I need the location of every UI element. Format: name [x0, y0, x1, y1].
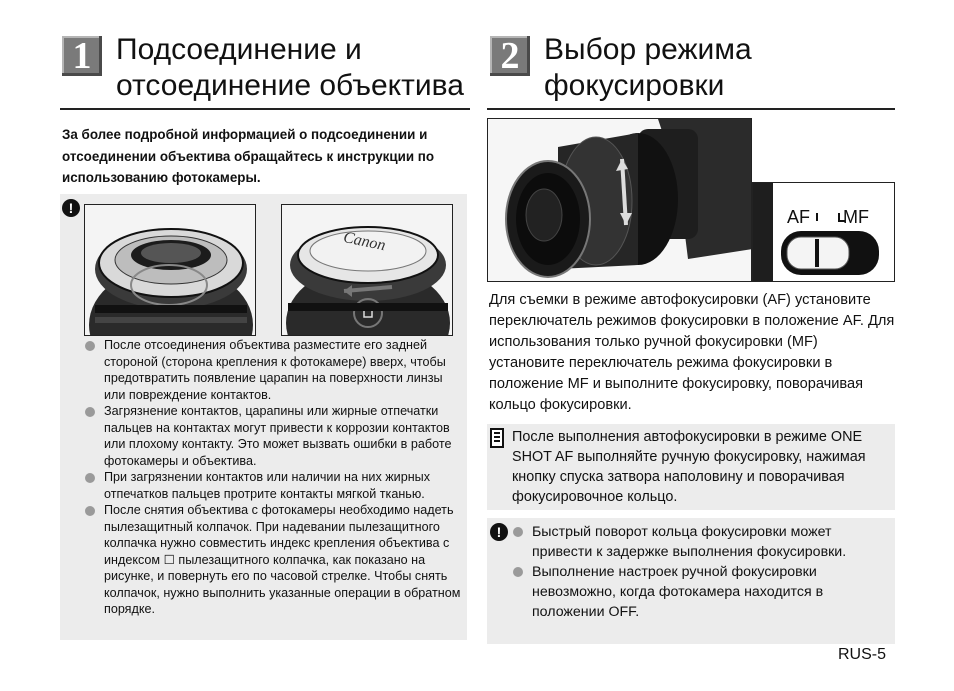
- section-2-note: После выполнения автофокусировки в режиме ONE SHOT AF выполняйте ручную фокусировку, нажимая кнопку спуска затвора наполовину и поворачивая фокусировочное кольцо.: [512, 429, 866, 505]
- section-1-intro: За более подробной информацией о подсоединении и отсоединении объектива обращайтесь к инструкции по использованию фотокамеры.: [62, 127, 435, 185]
- section-2-title-line1: Выбор режима: [544, 33, 752, 66]
- lens-rear-photo: [84, 204, 256, 336]
- section-1-title-line1: Подсоединение и: [116, 33, 362, 66]
- note-icon: [490, 428, 504, 448]
- section-2-caution-list: [512, 522, 887, 622]
- focus-switch-illustration: [753, 183, 895, 282]
- section-1-rule: [60, 108, 470, 110]
- list-item: Выполнение настроек ручной фокусировки невозможно, когда фотокамера находится в положении OFF.: [512, 562, 887, 622]
- switch-af-label: AF: [787, 207, 811, 227]
- section-2-body: Для съемки в режиме автофокусировки (AF) установите переключатель режимов фокусировки в положение AF. Для использования только ручной фокусировки (MF) установите переключатель режима фокусировки в положение MF и выполните фокусировку, поворачивая кольцо фокусировки.: [489, 292, 895, 413]
- lens-cap-photo: [281, 204, 453, 336]
- camera-lens-illustration: [488, 119, 752, 282]
- section-2-rule: [487, 108, 895, 110]
- caution-icon: !: [62, 199, 80, 217]
- camera-lens-photo: [487, 118, 752, 282]
- section-2-title: [544, 32, 894, 104]
- section-2-title-line2: фокусировки: [544, 69, 725, 102]
- lens-rear-illustration: [85, 205, 256, 336]
- section-1-caution-list: [84, 337, 464, 618]
- section-1-number: 1: [62, 36, 102, 76]
- lens-cap-illustration: [282, 205, 453, 336]
- focus-switch-photo: [752, 182, 895, 282]
- list-item: Быстрый поворот кольца фокусировки может привести к задержке выполнения фокусировки.: [512, 522, 887, 562]
- section-1-title-line2: отсоединение объектива: [116, 69, 464, 102]
- list-item: Загрязнение контактов, царапины или жирные отпечатки пальцев на контактах могут привести к коррозии контактов или плохому контакту. Это может вызвать ошибки в работе фотокамеры и объектива.: [84, 403, 464, 469]
- section-1-title: [116, 32, 476, 104]
- list-item: При загрязнении контактов или наличии на них жирных отпечатков пальцев протрите контакты мягкой тканью.: [84, 469, 464, 502]
- page-number: RUS-5: [838, 646, 887, 663]
- list-item: После отсоединения объектива разместите его задней стороной (сторона крепления к фотокамере) вверх, чтобы предотвратить появление царапин на поверхности линзы или повреждение контактов.: [84, 337, 464, 403]
- switch-mf-label: MF: [843, 207, 869, 227]
- list-item: После снятия объектива с фотокамеры необходимо надеть пылезащитный колпачок. При надевании пылезащитного колпачка нужно совместить индекс крепления объектива с индексом ☐ пылезащитного колпачка, как показано на рисунке, и повернуть его по часовой стрелке. Чтобы снять колпачок, нужно выполнить указанные операции в обратном порядке.: [84, 502, 464, 618]
- section-2-number: 2: [490, 36, 530, 76]
- cap-brand-text: Canon: [341, 228, 388, 255]
- caution-icon: !: [490, 523, 508, 541]
